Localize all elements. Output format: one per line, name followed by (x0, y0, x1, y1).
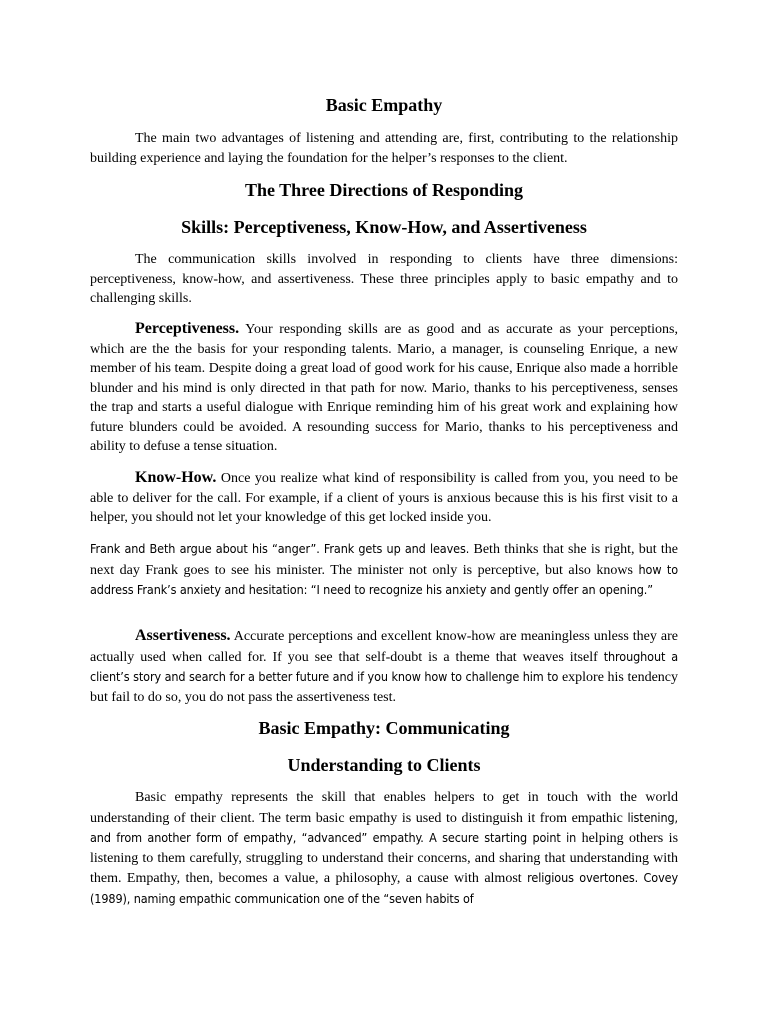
assertiveness-text-3: explore his tendency but fail to do so, you do not pass the assertiveness test. (90, 670, 678, 705)
intro-text: The main two advantages of listening and attending are, first, contributing to the relationship building experience and laying the foundation for the helper’s responses to the client. (90, 131, 678, 166)
assertiveness-text-2: throughout a client’s story and search for a better future and if you know how to challenge him to (90, 648, 678, 684)
frank-beth-text-1: Frank and Beth argue about his “anger”. Frank gets up and leaves. (90, 541, 470, 556)
perceptiveness-label: Perceptiveness. (135, 320, 240, 337)
frank-beth-text-3: how to address Frank’s anxiety and hesitation: “I need to recognize his anxiety and gently offer an opening.” (90, 561, 678, 597)
final-text-4: religious overtones. Covey (1989), naming empathic communication one of the “seven habits of (90, 870, 679, 906)
knowhow-text: Once you realize what kind of responsibility is called from you, you need to be able to deliver for the call. For example, if a client of yours is anxious because this is his first visit to a helper, you should not let your knowledge of this get locked inside you. (90, 471, 679, 525)
section-heading-communicating-line1: Basic Empathy: Communicating (258, 718, 510, 738)
final-paragraph (90, 788, 678, 909)
final-text-2: listening, and from another form of empathy, “advanced” empathy. A secure starting point in (90, 809, 678, 845)
frank-beth-paragraph (90, 539, 678, 601)
assertiveness-text-1: Accurate perceptions and excellent know-how are meaningless unless they are actually used when called for. If you see that self-doubt is a theme that weaves itself (90, 629, 678, 665)
page-title: Basic Empathy (325, 95, 443, 115)
knowhow-label: Know-How. (135, 469, 217, 486)
section-heading-communicating-line2: Understanding to Clients (287, 755, 481, 775)
perceptiveness-text: Your responding skills are as good and as accurate as your perceptions, which are the the basis for your responding talents. Mario, a manager, is counseling Enrique, a new member of his team. Despite doing a great load of good work for his cause, Enrique also made a horrible blunder and his mind is only directed in that path for now. Mario, thanks to his perceptiveness, senses the trap and starts a useful dialogue with Enrique reminding him of his great work and explaining how future blunders could be avoided. A resounding success for Mario, thanks to his perceptiveness and ability to defuse a tense situation. (90, 322, 678, 454)
final-text-1: Basic empathy represents the skill that enables helpers to get in touch with the world understanding of their client. The term basic empathy is used to distinguish it from empathic (90, 790, 678, 826)
perceptiveness-paragraph (90, 319, 678, 457)
intro-paragraph (90, 129, 678, 168)
directions-paragraph: The communication skills involved in responding to clients have three dimensions: perceptiveness, know-how, and assertiveness. These three principles apply to basic empathy and to challenging skills. (90, 252, 678, 306)
assertiveness-paragraph (90, 626, 678, 707)
frank-beth-text-2: Beth thinks that she is right, but the next day Frank goes to see his minister. The minister not only is perceptive, but also knows (90, 542, 678, 578)
knowhow-paragraph (90, 468, 678, 528)
section-heading-directions-line1: The Three Directions of Responding (244, 180, 524, 200)
final-text-3: helping others is listening to them carefully, struggling to understand their concerns, and sharing that understanding with them. Empathy, then, becomes a value, a philosophy, a cause with almost (90, 831, 679, 886)
assertiveness-label: Assertiveness. (135, 627, 231, 644)
section-heading-directions-line2: Skills: Perceptiveness, Know-How, and Assertiveness (181, 217, 587, 237)
